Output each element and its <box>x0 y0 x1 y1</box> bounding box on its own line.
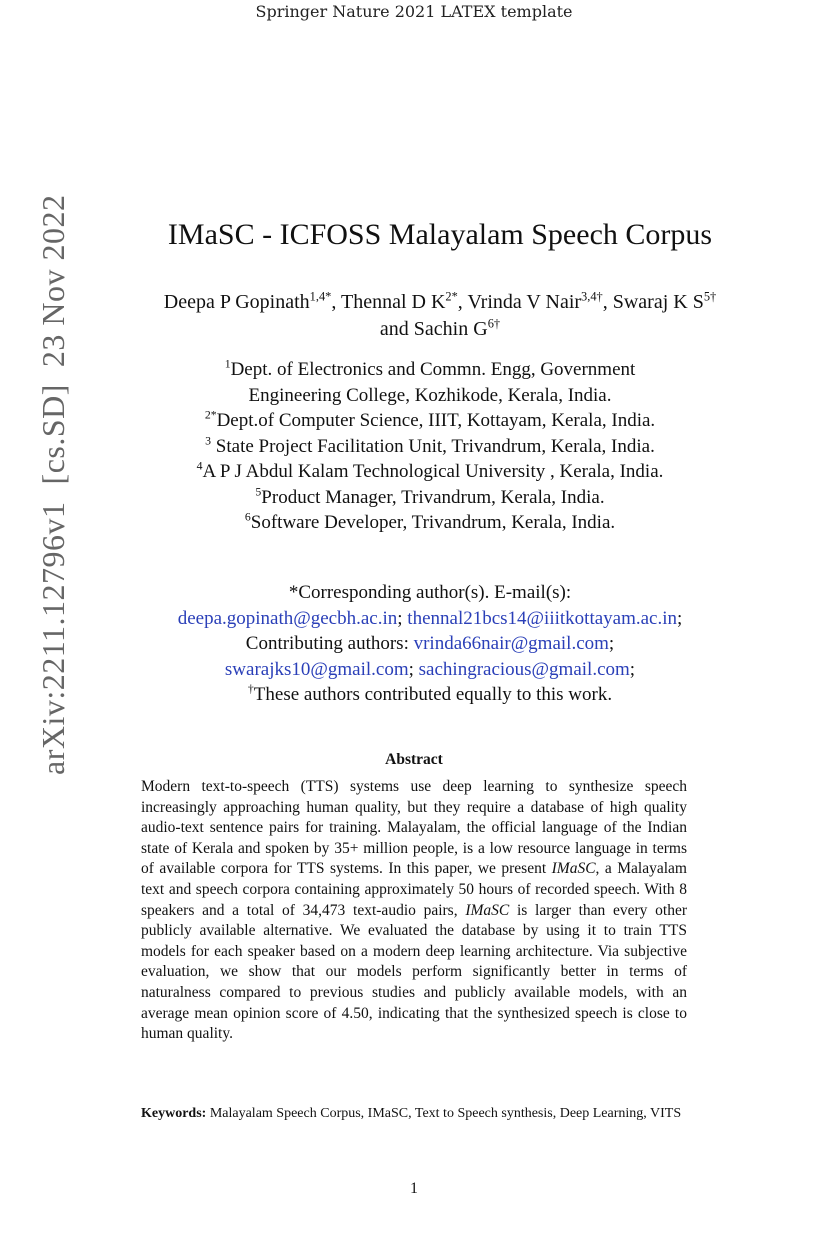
author-affil-mark: 6† <box>487 316 501 331</box>
affiliation-line: $^3$ State Project Facilitation Unit, Trivandrum, Kerala, India. <box>205 434 655 457</box>
email-link[interactable]: swarajks10@gmail.com <box>224 658 409 680</box>
keywords-label: Keywords: <box>141 1106 207 1121</box>
keywords <box>141 1104 687 1123</box>
contact-block: *Corresponding author(s). E-mail(s): deepa.gopinath@gecbh.ac.in; thennal21bcs14@iiitkottayam.ac.in; Contributing authors: vrinda66nair@gmail.com; swarajks10@gmail.com; sachingracious@gmail.com; †These authors contributed equally to this work. <box>100 580 760 708</box>
author-list: Deepa P Gopinath$^{1,4*}$, Thennal D $K^{2*}$, Vrinda V Nair$^{3,4\dagger}$, Swaraj K $S^{5\dagger}$ and Sachin $G^{6\dagger}$ <box>163 289 717 340</box>
affiliation-line: $^6$Software Developer, Trivandrum, Kerala, India. <box>244 510 616 533</box>
corresponding-label: *Corresponding author(s). E-mail(s): <box>288 582 572 603</box>
arxiv-identifier-text: arXiv:2211.12796v1 [cs.SD] 23 Nov 2022 <box>35 194 71 776</box>
author-name: Deepa P Gopinath <box>163 291 310 313</box>
running-header <box>0 2 828 21</box>
equal-contribution-note: †These authors contributed equally to this work. <box>247 682 613 705</box>
author-affil-mark: 5† <box>703 289 717 304</box>
contributing-label: Contributing authors: <box>245 633 409 654</box>
author-name: Thennal D K <box>340 291 446 313</box>
abstract-heading: Abstract <box>385 751 443 768</box>
affiliation-list <box>110 357 750 536</box>
running-header-text: Springer Nature 2021 LATEX template <box>255 2 573 21</box>
author-affil-mark: 3,4† <box>581 289 603 304</box>
author-affil-mark: 1,4* <box>309 289 332 304</box>
author-name: Sachin G <box>413 318 488 340</box>
email-link[interactable]: sachingracious@gmail.com <box>418 658 630 680</box>
affiliation-line: $^1$Dept. of Electronics and Commn. Engg, Government <box>224 357 636 380</box>
affiliation-line: $^4$A P J Abdul Kalam Technological University , Kerala, India. <box>196 459 664 482</box>
page-number: 1 <box>410 1180 418 1197</box>
affiliation-line: $^5$Product Manager, Trivandrum, Kerala, India. <box>255 485 605 508</box>
email-link[interactable]: deepa.gopinath@gecbh.ac.in <box>177 607 398 629</box>
arxiv-identifier[interactable] <box>35 155 73 815</box>
author-name: Vrinda V Nair <box>467 291 582 313</box>
email-link[interactable]: vrinda66nair@gmail.com <box>413 633 609 654</box>
affiliation-line: $^{2*}$Dept.of Computer Science, IIIT, Kottayam, Kerala, India. <box>204 408 656 431</box>
author-affil-mark: 2* <box>445 289 458 304</box>
author-name: Swaraj K S <box>612 291 704 313</box>
paper-title: IMaSC - ICFOSS Malayalam Speech Corpus <box>167 218 713 251</box>
abstract-body: Modern text-to-speech (TTS) systems use deep learning to synthesize speech increasingly approaching human quality, but they require a database of high quality audio-text sentence pairs for training. Malayalam, the official language of the Indian state of Kerala and spoken by 35+ million people, is a low resource language in terms of available corpora for TTS systems. In this paper, we present IMaSC, a Malayalam text and speech corpora containing approximately 50 hours of recorded speech. With 8 speakers and a total of 34,473 text-audio pairs, IMaSC is larger than every other publicly available alternative. We evaluated the database by using it to train TTS models for each speaker based on a modern deep learning architecture. Via subjective evaluation, we show that our models perform significantly better in terms of naturalness compared to previous studies and publicly available models, with an average mean opinion score of 4.50, indicating that the synthesized speech is close to human quality. <box>141 778 688 1043</box>
keywords-text: Malayalam Speech Corpus, IMaSC, Text to Speech synthesis, Deep Learning, VITS <box>206 1106 682 1121</box>
affiliation-line: Engineering College, Kozhikode, Kerala, India. <box>248 384 612 406</box>
email-link[interactable]: thennal21bcs14@iiitkottayam.ac.in <box>407 607 678 629</box>
